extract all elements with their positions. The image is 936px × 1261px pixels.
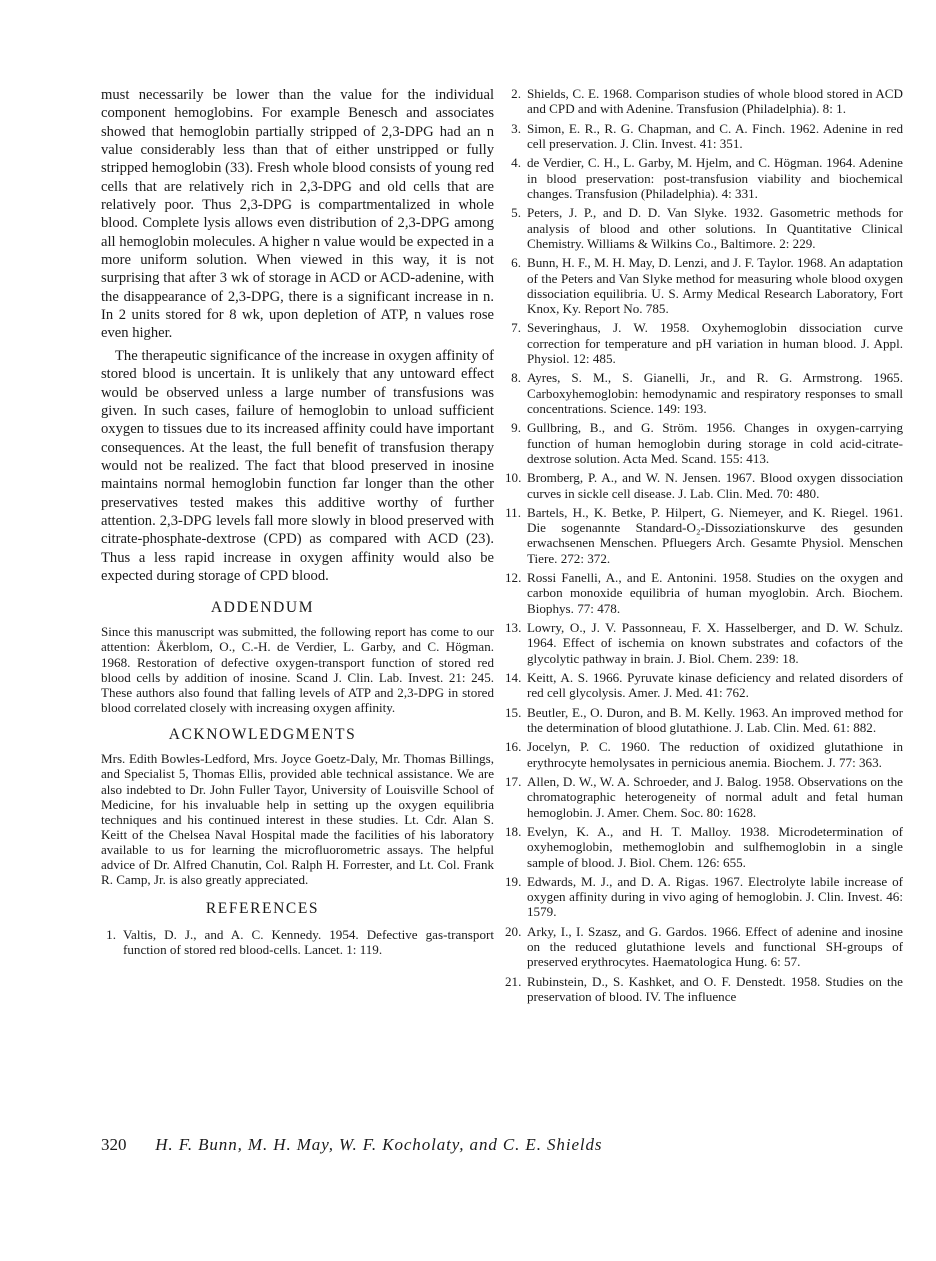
reference-number: 21. — [505, 973, 522, 989]
reference-text: Rossi Fanelli, A., and E. Antonini. 1958. Studies on the oxygen and carbon monoxide equilibria of human myoglobin. Arch. Biochem. Biophys. 77: 478. — [527, 570, 903, 616]
reference-number: 19. — [505, 873, 522, 889]
reference-number: 3. — [511, 120, 521, 136]
reference-item — [505, 874, 903, 920]
reference-text: Simon, E. R., R. G. Chapman, and C. A. Finch. 1962. Adenine in red cell preservation. J. Clin. Invest. 41: 351. — [527, 120, 903, 151]
reference-list-left — [101, 927, 494, 958]
reference-text: Bunn, H. F., M. H. May, D. Lenzi, and J. F. Taylor. 1968. An adaptation of the Peters and Van Slyke method for measuring whole blood oxygen dissociation equilibria. U. S. Army Medical Research Laboratory, Fort Knox, Ky. Report No. 785. — [527, 255, 903, 316]
body-paragraph: The therapeutic significance of the increase in oxygen affinity of stored blood is uncertain. It is unlikely that any untoward effect would be observed unless a large number of transfusions was given. In such cases, failure of hemoglobin to unload sufficient oxygen to tissues due to its increased affinity could have important consequences. At the least, the full benefit of transfusion therapy would not be realized. The fact that blood preserved in inosine maintains normal hemoglobin function far longer than the other preservatives tested makes this additive worthy of further attention. 2,3-DPG levels fall more slowly in blood preserved with citrate-phosphate-dextrose (CPD) as compared with ACD (23). Thus a less rapid increase in oxygen affinity would also be expected during storage of CPD blood. — [101, 347, 494, 584]
left-column — [101, 86, 494, 961]
reference-number: 14. — [505, 670, 522, 685]
reference-number: 17. — [505, 774, 522, 790]
reference-text: Peters, J. P., and D. D. Van Slyke. 1932. Gasometric methods for analysis of blood and other solutions. In Quantitative Clinical Chemistry. Williams & Wilkins Co., Baltimore. 2: 229. — [527, 205, 903, 251]
right-column — [505, 86, 903, 1009]
reference-item — [505, 705, 903, 736]
references-heading: REFERENCES — [205, 899, 320, 917]
reference-item — [505, 620, 903, 666]
reference-item — [505, 470, 903, 501]
reference-text: Ayres, S. M., S. Gianelli, Jr., and R. G. Armstrong. 1965. Carboxyhemoglobin: hemodynamic and respiratory responses to small concentrations. Science. 149: 193. — [527, 370, 903, 416]
body-paragraph: must necessarily be lower than the value for the individual component hemoglobins. For example Benesch and associates showed that hemoglobin partially stripped of 2,3-DPG had an n value considerably less than that of either unstripped or fully stripped hemoglobin (33). Fresh whole blood consists of young red cells that are relatively rich in 2,3-DPG and old cells that are relatively poor. Thus 2,3-DPG is compartmentalized in whole blood. Complete lysis allows even distribution of 2,3-DPG among all hemoglobin molecules. A higher n value would be expected in a more uniform solution. When viewed in this way, it is not surprising that after 3 wk of storage in ACD or ACD-adenine, with the disappearance of 2,3-DPG, there is a significant increase in n. In 2 units stored for 8 wk, upon depletion of ATP, n values rose even higher. — [101, 87, 494, 342]
reference-item — [505, 121, 903, 152]
reference-item — [505, 774, 903, 820]
reference-text: Bromberg, P. A., and W. N. Jensen. 1967. Blood oxygen dissociation curves in sickle cell disease. J. Lab. Clin. Med. 70: 480. — [527, 470, 903, 501]
reference-text: Severinghaus, J. W. 1958. Oxyhemoglobin dissociation curve correction for temperature and pH variation in human blood. J. Appl. Physiol. 12: 485. — [527, 320, 903, 366]
acknowledgments-heading: ACKNOWLEDGMENTS — [168, 726, 357, 744]
reference-item — [505, 924, 903, 970]
reference-number: 8. — [511, 370, 521, 386]
reference-item — [505, 739, 903, 770]
reference-text: Rubinstein, D., S. Kashket, and O. F. Denstedt. 1958. Studies on the preservation of blood. IV. The influence — [527, 973, 903, 1005]
reference-text: Lowry, O., J. V. Passonneau, F. X. Hasselberger, and D. W. Schulz. 1964. Effect of ischemia on known substrates and cofactors of the glycolytic pathway in brain. J. Biol. Chem. 239: 18. — [527, 620, 903, 666]
reference-item — [505, 420, 903, 466]
reference-number: 16. — [505, 739, 522, 755]
reference-text: Keitt, A. S. 1966. Pyruvate kinase deficiency and related disorders of red cell glycolysis. Amer. J. Med. 41: 762. — [527, 670, 903, 701]
reference-text: Edwards, M. J., and D. A. Rigas. 1967. Electrolyte labile increase of oxygen affinity during in vivo aging of hemoglobin. J. Clin. Invest. 46: 1579. — [527, 873, 903, 920]
reference-text: Beutler, E., O. Duron, and B. M. Kelly. 1963. An improved method for the determination of blood glutathione. J. Lab. Clin. Med. 61: 882. — [527, 704, 903, 735]
reference-text: Evelyn, K. A., and H. T. Malloy. 1938. Microdetermination of oxyhemoglobin, methemoglobin and sulfhemoglobin in a single sample of blood. J. Biol. Chem. 126: 655. — [527, 824, 903, 870]
reference-number: 5. — [511, 205, 521, 221]
reference-number: 6. — [511, 255, 521, 271]
reference-text: Valtis, D. J., and A. C. Kennedy. 1954. Defective gas-transport function of stored red blood-cells. Lancet. 1: 119. — [123, 926, 494, 957]
addendum-text: Since this manuscript was submitted, the following report has come to our attention: Åkerblom, O., C.-H. de Verdier, L. Garby, and C. Högman. 1968. Restoration of defective oxygen-transport function of stored red blood cells by addition of inosine. Scand J. Clin. Lab. Invest. 21: 245. These authors also found that falling levels of ATP and 2,3-DPG in stored blood correlated closely with increasing oxygen affinity. — [101, 624, 494, 716]
reference-list-right — [505, 86, 903, 1004]
reference-item — [505, 320, 903, 366]
reference-text: Jocelyn, P. C. 1960. The reduction of oxidized glutathione in erythrocyte hemolysates in pernicious anemia. Biochem. J. 77: 363. — [527, 739, 903, 770]
reference-text: Gullbring, B., and G. Ström. 1956. Changes in oxygen-carrying function of human hemoglobin during storage in cold acid-citrate-dextrose solution. Acta Med. Scand. 155: 413. — [527, 420, 903, 466]
reference-text: Allen, D. W., W. A. Schroeder, and J. Balog. 1958. Observations on the chromatographic heterogeneity of normal adult and fetal human hemoglobin. J. Amer. Chem. Soc. 80: 1628. — [527, 774, 903, 820]
reference-number: 10. — [505, 470, 522, 486]
reference-item — [505, 86, 903, 117]
reference-item — [505, 670, 903, 701]
running-footer-authors: H. F. Bunn, M. H. May, W. F. Kocholaty, and C. E. Shields — [155, 1135, 603, 1154]
acknowledgments-text: Mrs. Edith Bowles-Ledford, Mrs. Joyce Goetz-Daly, Mr. Thomas Billings, and Specialist 5, Thomas Ellis, provided able technical assistance. We are also indebted to Dr. John Fuller Tayor, University of Louisville School of Medicine, for his invaluable help in setting up the oxygen equilibria techniques and his continued interest in these studies. Lt. Cdr. Alan S. Keitt of the Chelsea Naval Hospital made the facilities of his laboratory available to us for learning the microfluorometric assays. The helpful advice of Dr. Alfred Chanutin, Col. Ralph H. Forrester, and Lt. Col. Frank R. Camp, Jr. is also greatly appreciated. — [101, 751, 494, 888]
reference-number: 11. — [505, 504, 521, 520]
reference-number: 1. — [106, 926, 116, 942]
reference-number: 18. — [505, 824, 522, 839]
page-number: 320 — [101, 1135, 127, 1154]
reference-number: 2. — [511, 86, 521, 101]
page-footer — [101, 1135, 901, 1155]
reference-text: Arky, I., I. Szasz, and G. Gardos. 1966. Effect of adenine and inosine on the reduced glutathione levels and functional SH-groups of preserved erythrocytes. Haematologica Hung. 6: 57. — [527, 923, 903, 970]
reference-item — [505, 824, 903, 870]
reference-number: 13. — [505, 620, 522, 636]
reference-item — [505, 505, 903, 566]
reference-item — [505, 370, 903, 416]
reference-number: 7. — [511, 320, 521, 336]
addendum-heading: ADDENDUM — [210, 599, 315, 617]
reference-item — [505, 205, 903, 251]
reference-item — [505, 155, 903, 201]
reference-number: 15. — [505, 704, 522, 720]
reference-number: 20. — [505, 923, 522, 939]
reference-item — [505, 255, 903, 316]
reference-text: Shields, C. E. 1968. Comparison studies of whole blood stored in ACD and CPD and with Adenine. Transfusion (Philadelphia). 8: 1. — [527, 86, 903, 117]
reference-item — [101, 927, 494, 958]
reference-number: 12. — [505, 570, 522, 586]
reference-number: 9. — [511, 420, 521, 436]
reference-number: 4. — [511, 155, 521, 171]
reference-text: de Verdier, C. H., L. Garby, M. Hjelm, and C. Högman. 1964. Adenine in blood preservation: post-transfusion viability and biochemical changes. Transfusion (Philadelphia). 4: 331. — [527, 155, 903, 201]
reference-text: Bartels, H., K. Betke, P. Hilpert, G. Niemeyer, and K. Riegel. 1961. Die sogenannte Standard-O₂-Dissoziationskurve des gesunden erwachsenen Menschen. Pfluegers Arch. Gesamte Physiol. Menschen Tiere. 272: 372. — [527, 504, 903, 566]
reference-item — [505, 570, 903, 616]
reference-item — [505, 974, 903, 1005]
